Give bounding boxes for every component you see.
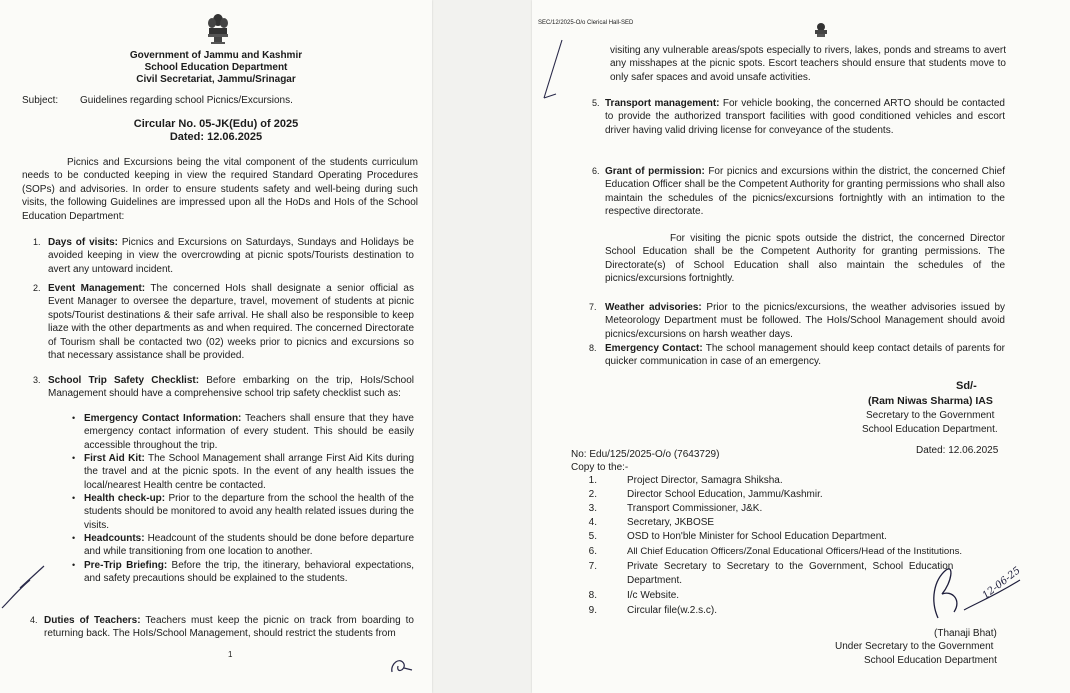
- checklist-title: Pre-Trip Briefing:: [84, 560, 168, 571]
- under-secretary-title: Under Secretary to the Government: [835, 641, 994, 652]
- item-grant-of-permission: [605, 165, 1005, 219]
- continuation-paragraph: visiting any vulnerable areas/spots especially to rivers, lakes, ponds and streams to avert any misshapes at the picnic spots. Escort teachers should ensure that students move to only safer spaces and avoid unsafe activities.: [610, 45, 1006, 83]
- checklist-text: The School Management shall arrange First Aid Kits during the travel and at the picnic spots. In the event of any health issues the local/nearest Health centre be contacted.: [84, 453, 414, 491]
- signature-sd: Sd/-: [956, 380, 977, 392]
- circular-date: Dated: 12.06.2025: [169, 131, 263, 143]
- item-safety-checklist: [48, 374, 414, 401]
- circular-page-1: [0, 0, 432, 693]
- item-emergency-contact: [605, 342, 1005, 369]
- list-item: 9. Circular file(w.2.s.c).: [588, 605, 718, 616]
- item-title: School Trip Safety Checklist:: [48, 375, 200, 386]
- item-transport-management: [605, 97, 1005, 137]
- secretariat-heading: Civil Secretariat, Jammu/Srinagar: [136, 74, 296, 85]
- circular-number: Circular No. 05-JK(Edu) of 2025: [133, 118, 299, 130]
- list-item: 1. Project Director, Samagra Shiksha.: [588, 475, 783, 486]
- pen-mark-icon: [386, 650, 416, 680]
- bullet-icon: •: [72, 413, 76, 423]
- checklist-headcounts: [84, 532, 414, 559]
- item-days-of-visits: [48, 236, 414, 276]
- checklist-title: Emergency Contact Information:: [84, 413, 242, 424]
- reference-date: Dated: 12.06.2025: [916, 445, 999, 456]
- pen-mark-icon: [0, 560, 70, 620]
- checklist-first-aid: [84, 452, 414, 492]
- bullet-icon: •: [72, 453, 76, 463]
- item-title: Weather advisories:: [605, 302, 702, 313]
- item-number: 4.: [30, 615, 38, 625]
- bullet-icon: •: [72, 560, 76, 570]
- pen-mark-icon: [538, 36, 568, 106]
- under-secretary-name: (Thanaji Bhat): [934, 628, 997, 639]
- list-item: 8. I/c Website.: [588, 590, 680, 601]
- circular-page-2: [532, 0, 1070, 693]
- government-heading: Government of Jammu and Kashmir: [129, 50, 303, 61]
- item-text: The school management should keep contact details of parents for quicker communication in case of an emergency.: [605, 343, 1005, 368]
- list-item: 2. Director School Education, Jammu/Kashmir.: [588, 489, 823, 500]
- copy-to-label: Copy to the:-: [571, 462, 629, 473]
- checklist-title: Headcounts:: [84, 533, 145, 544]
- handwritten-date: 12-06-25: [980, 565, 1023, 602]
- checklist-emergency-contact: [84, 412, 414, 452]
- item-title: Duties of Teachers:: [44, 615, 141, 626]
- item-grant-of-permission-outside: For visiting the picnic spots outside the district, the concerned Director School Education shall be the Competent Authority for granting permissions. The Directorate(s) of School Education shall also maintain the schedules of the picnics/excursions fortnightly.: [605, 233, 1005, 285]
- checklist-text: Teachers shall ensure that they have emergency contact information of every student. This should be easily accessible throughout the trip.: [84, 413, 414, 451]
- item-text: Picnics and Excursions on Saturdays, Sundays and Holidays be avoided keeping in view the overcrowding at picnic spots/Tourists destination to avert any untoward incident.: [48, 237, 414, 275]
- list-item: 6. All Chief Education Officers/Zonal Educational Officers/Head of the Institutions.: [588, 546, 963, 557]
- item-number: 8.: [589, 343, 597, 353]
- item-text: The concerned HoIs shall designate a senior official as Event Manager to oversee the departure, travel, movement of students at picnic spots/Tourist destinations & their safe arrival. He shall also be responsible to keep liaze with the other departments as and when required. The concerned Directorate of Tourism shall be contacted two (02) weeks prior to picnics and excursions so that necessary assistance shall be provided.: [48, 283, 414, 362]
- list-item: 5. OSD to Hon'ble Minister for School Education Department.: [588, 531, 887, 542]
- checklist-title: First Aid Kit:: [84, 453, 145, 464]
- item-number: 3.: [33, 375, 41, 385]
- list-item: 7. Private Secretary to Secretary to the Government, School Education Department.: [588, 561, 954, 586]
- item-title: Days of visits:: [48, 237, 118, 248]
- item-weather-advisories: [605, 301, 1005, 341]
- item-title: Emergency Contact:: [605, 343, 703, 354]
- under-secretary-department: School Education Department: [864, 655, 997, 666]
- checklist-text: Headcount of the students should be done before departure and while transitioning from one location to another.: [84, 533, 415, 558]
- checklist-text: Before the trip, the itinerary, behavioral expectations, and safety precautions should be explained to the students.: [84, 560, 414, 585]
- national-emblem-icon: [203, 12, 233, 46]
- checklist-health-checkup: [84, 492, 414, 532]
- signatory-name: (Ram Niwas Sharma) IAS: [868, 395, 993, 407]
- item-text: For picnics and excursions within the district, the concerned Chief Education Officer shall be the Competent Authority for granting permissions who shall also maintain the schedules of the picnics/excursions fortnightly with an intimation to the respective directorate.: [605, 166, 1006, 218]
- signatory-title: Secretary to the Government: [866, 410, 995, 421]
- item-title: Grant of permission:: [605, 166, 705, 177]
- intro-paragraph: Picnics and Excursions being the vital component of the students curriculum needs to be conducted keeping in view the required Standard Operating Procedures (SOPs) and advisories. In order to ensure students safety and well-being during such visits, the following Guidelines are impressed upon all the HoDs and HoIs of the School Education Department:: [22, 157, 418, 222]
- checklist-pre-trip-briefing: [84, 559, 414, 586]
- department-heading: School Education Department: [144, 62, 288, 73]
- item-number: 5.: [592, 98, 600, 108]
- checklist-title: Health check-up:: [84, 493, 166, 504]
- reference-number: No: Edu/125/2025-O/o (7643729): [571, 449, 720, 460]
- national-emblem-icon: [812, 22, 830, 38]
- checklist-text: Prior to the departure from the school the health of the students should be monitored to avoid any health related issues during the visits.: [84, 493, 414, 531]
- list-item: 4. Secretary, JKBOSE: [588, 517, 715, 528]
- bullet-icon: •: [72, 533, 76, 543]
- bullet-icon: •: [72, 493, 76, 503]
- file-reference-stamp: SEC/12/2025-O/o Clerical Hall-SED: [538, 20, 634, 26]
- item-text: Teachers must keep the picnic on track from boarding to returning back. The HoIs/School Management, should restrict the students from: [44, 615, 414, 640]
- item-title: Transport management:: [605, 98, 720, 109]
- item-number: 1.: [33, 237, 41, 247]
- item-text: Before embarking on the trip, HoIs/School Management should have a comprehensive school trip safety checklist such as:: [48, 375, 415, 400]
- page-number: 1: [228, 650, 233, 659]
- subject-text: Guidelines regarding school Picnics/Excursions.: [80, 95, 293, 106]
- item-number: 2.: [33, 283, 41, 293]
- signatory-department: School Education Department.: [862, 424, 998, 435]
- item-text: Prior to the picnics/excursions, the weather advisories issued by Meteorology Department must be followed. The HoIs/School Management should avoid picnics/excursions on harsh weather days.: [605, 302, 1006, 340]
- item-duties-of-teachers: [44, 614, 414, 641]
- item-text: For vehicle booking, the concerned ARTO should be contacted to provide the authorized transport facilities with good conditioned vehicles and escort driver having valid driving license for conveyance of the students.: [605, 98, 1005, 136]
- item-title: Event Management:: [48, 283, 146, 294]
- item-number: 6.: [592, 166, 600, 176]
- list-item: 3. Transport Commissioner, J&K.: [588, 503, 763, 514]
- item-event-management: [48, 282, 414, 362]
- item-number: 7.: [589, 302, 597, 312]
- subject-label: Subject:: [22, 95, 59, 106]
